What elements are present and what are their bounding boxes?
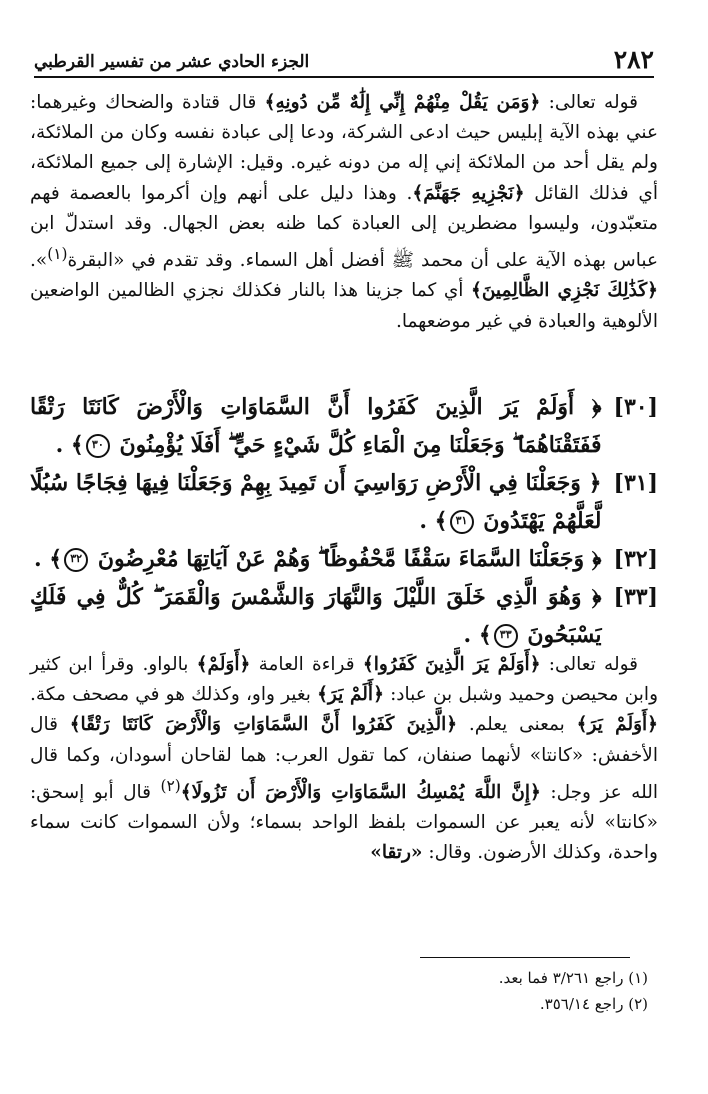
footnote-2: (٢) راجع ٣٥٦/١٤.	[539, 995, 648, 1013]
page-number: ٢٨٢	[613, 45, 654, 74]
commentary-text: قال قتادة والضحاك وغيرهما: عني بهذه الآية إبليس حيث ادعى الشركة، ودعا إلى عبادة نفسه وكان من الملائكة، ولم يقل أحد من الملائكة إني إله من دونه غيره. وقيل: الإشارة إلى جميع الملائكة، أي فذلك القائل	[30, 92, 658, 204]
commentary-intro: قوله تعالى:	[540, 654, 638, 675]
commentary-text: بغير واو، وكذلك هو في مصحف مكة.	[30, 684, 318, 706]
quran-quote: ﴿وَمَن يَقُلْ مِنْهُمْ إِنِّي إِلَٰهٌ مِّن دُونِهِ﴾	[264, 92, 541, 113]
verse-text: ﴿ أَوَلَمْ يَرَ الَّذِينَ كَفَرُوا أَنَّ السَّمَاوَاتِ وَالْأَرْضَ كَانَتَا رَتْقًا فَفَتَقْنَاهُمَا ۖ وَجَعَلْنَا مِنَ الْمَاءِ كُلَّ شَيْءٍ حَيٍّ ۖ أَفَلَا يُؤْمِنُونَ	[30, 394, 602, 458]
commentary-text: بالواو. وقرأ ابن كثير وابن محيصن وحميد وشبل بن عباد:	[30, 654, 658, 706]
verse-number: [٣١]	[613, 470, 658, 496]
quran-quote: ﴿أَوَلَمْ﴾	[196, 654, 251, 675]
footnote-divider	[420, 957, 630, 958]
verse-30	[30, 388, 658, 464]
commentary-intro: قوله تعالى:	[540, 92, 638, 113]
ayah-end-marker: ٣١	[450, 510, 474, 534]
verse-text: ﴿ وَجَعَلْنَا السَّمَاءَ سَقْفًا مَّحْفُوظًا ۖ وَهُمْ عَنْ آيَاتِهَا مُعْرِضُونَ	[97, 546, 602, 572]
verses-block	[30, 388, 658, 654]
commentary-text: قراءة العامة	[250, 654, 363, 675]
quran-quote: ﴿أَلَمْ يَرَ﴾	[317, 684, 384, 706]
commentary-paragraph-2	[30, 650, 658, 869]
commentary-paragraph-1	[30, 88, 658, 337]
commentary-text: أي كما جزينا هذا بالنار فكذلك نجزي الظالمين الواضعين الألوهية والعبادة في غير موضعهما.	[30, 280, 658, 332]
footnote-ref: (١)	[47, 245, 68, 264]
verse-number: [٣٣]	[613, 584, 658, 610]
verse-number: [٣٠]	[613, 394, 658, 420]
verse-text: ﴿ وَجَعَلْنَا فِي الْأَرْضِ رَوَاسِيَ أَن تَمِيدَ بِهِمْ وَجَعَلْنَا فِيهَا فِجَاجًا سُبُلًا لَّعَلَّهُمْ يَهْتَدُونَ	[30, 470, 602, 534]
quran-quote: «رتقا»	[370, 842, 423, 864]
quran-quote: ﴿إِنَّ اللَّهَ يُمْسِكُ السَّمَاوَاتِ وَالْأَرْضَ أَن تَزُولَا﴾	[180, 781, 541, 803]
commentary-text: بمعنى يعلم.	[457, 714, 577, 736]
ayah-end-marker: ٣٢	[64, 548, 88, 572]
footnote-ref: (٢)	[160, 776, 181, 795]
quran-quote: ﴿أَوَلَمْ يَرَ الَّذِينَ كَفَرُوا﴾	[362, 654, 541, 675]
verse-32	[30, 540, 658, 578]
verse-33	[30, 578, 658, 654]
verse-close: ﴾ .	[33, 546, 63, 572]
verse-text: ﴿ وَهُوَ الَّذِي خَلَقَ اللَّيْلَ وَالنَّهَارَ وَالشَّمْسَ وَالْقَمَرَ ۖ كُلٌّ فِي فَلَكٍ يَسْبَحُونَ	[30, 584, 602, 648]
commentary-text: . وهذا دليل على أنهم وإن أكرموا بالعصمة فهم متعبّدون، وليسوا مضطرين إلى العبادة كما ظنه بعض الجهال. وقد استدلّ ابن عباس بهذه الآية على أن محمد ﷺ أفضل أهل السماء. وقد تقدم في «البقرة	[30, 182, 658, 272]
quran-quote: ﴿الَّذِينَ كَفَرُوا أَنَّ السَّمَاوَاتِ وَالْأَرْضَ كَانَتَا رَتْقًا﴾	[69, 714, 458, 736]
ayah-end-marker: ٣٣	[494, 624, 518, 648]
quran-quote: ﴿كَذَٰلِكَ نَجْزِي الظَّالِمِينَ﴾	[471, 280, 658, 302]
verse-close: ﴾ .	[463, 622, 492, 648]
quran-quote: ﴿نَجْزِيهِ جَهَنَّمَ﴾	[412, 182, 525, 204]
quran-quote: ﴿أَوَلَمْ يَرَ﴾	[576, 714, 658, 736]
ayah-end-marker: ٣٠	[86, 434, 110, 458]
verse-close: ﴾ .	[55, 432, 84, 458]
footnote-1: (١) راجع ٣/٢٦١ فما بعد.	[498, 969, 648, 987]
verse-31	[30, 464, 658, 540]
commentary-text: ».	[30, 250, 48, 272]
commentary-text: قال الأخفش: «كانتا» لأنهما صنفان، كما تقول العرب: هما لقاحان أسودان، وكما قال الله عز وجل:	[30, 714, 659, 803]
footnotes	[30, 965, 648, 1017]
verse-number: [٣٢]	[613, 546, 658, 572]
page-header	[34, 40, 654, 78]
running-title: الجزء الحادي عشر من تفسير القرطبي	[34, 52, 310, 72]
commentary-text: قال أبو إسحق: «كانتا» لأنه يعبر عن السموات بلفظ الواحد بسماء؛ ولأن السموات كانت سماء واحدة، وكذلك الأرضون. وقال:	[30, 781, 658, 864]
verse-close: ﴾ .	[419, 508, 448, 534]
